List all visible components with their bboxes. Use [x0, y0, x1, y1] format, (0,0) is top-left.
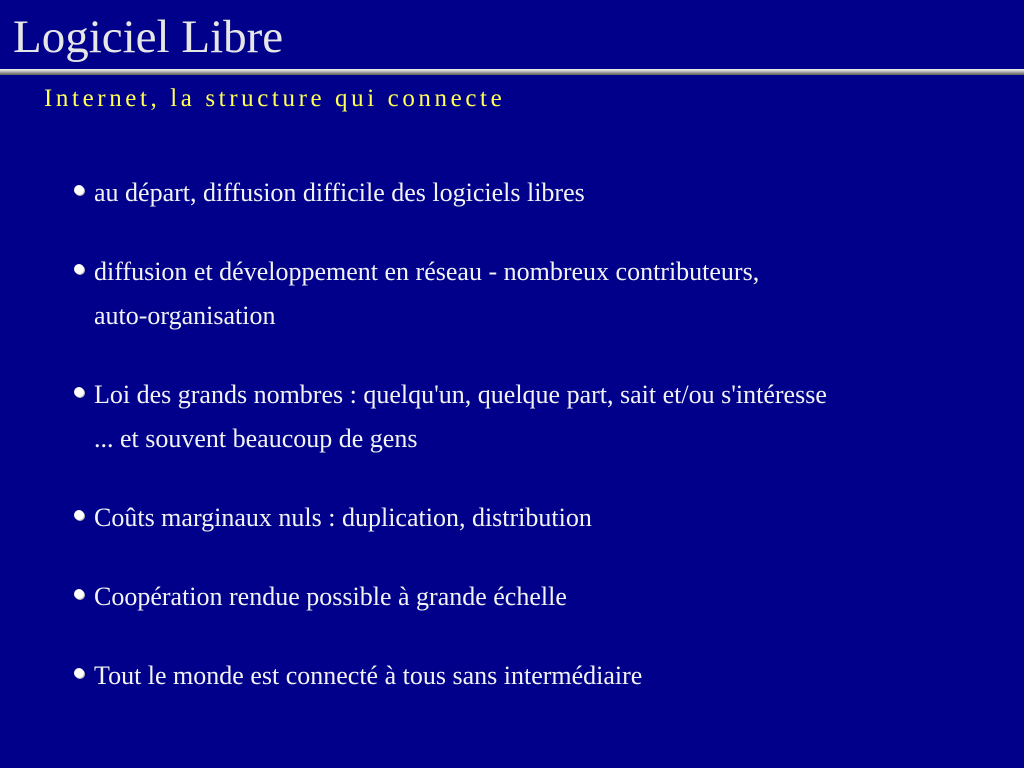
bullet-dot-icon [74, 510, 84, 520]
bullet-text-2: diffusion et développement en réseau - nombreux contributeurs, auto-organisation [94, 257, 760, 330]
bullet-dot-icon [74, 387, 84, 397]
bullet-text-1: au départ, diffusion difficile des logiciels libres [94, 178, 585, 207]
bullet-dot-icon [74, 185, 84, 195]
bullet-list [72, 171, 962, 698]
bullet-item-4 [72, 496, 962, 540]
bullet-text-6: Tout le monde est connecté à tous sans intermédiaire [94, 661, 643, 690]
bullet-item-5 [72, 575, 962, 619]
bullet-dot-icon [74, 589, 84, 599]
bullet-text-5: Coopération rendue possible à grande échelle [94, 582, 567, 611]
slide-title: Logiciel Libre [13, 11, 284, 63]
title-divider [0, 69, 1024, 75]
bullet-item-2 [72, 250, 962, 338]
bullet-text-3: Loi des grands nombres : quelqu'un, quelque part, sait et/ou s'intéresse ... et souvent beaucoup de gens [94, 380, 827, 453]
bullet-item-3 [72, 373, 962, 461]
bullet-text-4: Coûts marginaux nuls : duplication, distribution [94, 503, 592, 532]
bullet-dot-icon [74, 668, 84, 678]
slide-subtitle: Internet, la structure qui connecte [44, 85, 506, 112]
bullet-dot-icon [74, 264, 84, 274]
bullet-item-1 [72, 171, 962, 215]
bullet-item-6 [72, 654, 962, 698]
